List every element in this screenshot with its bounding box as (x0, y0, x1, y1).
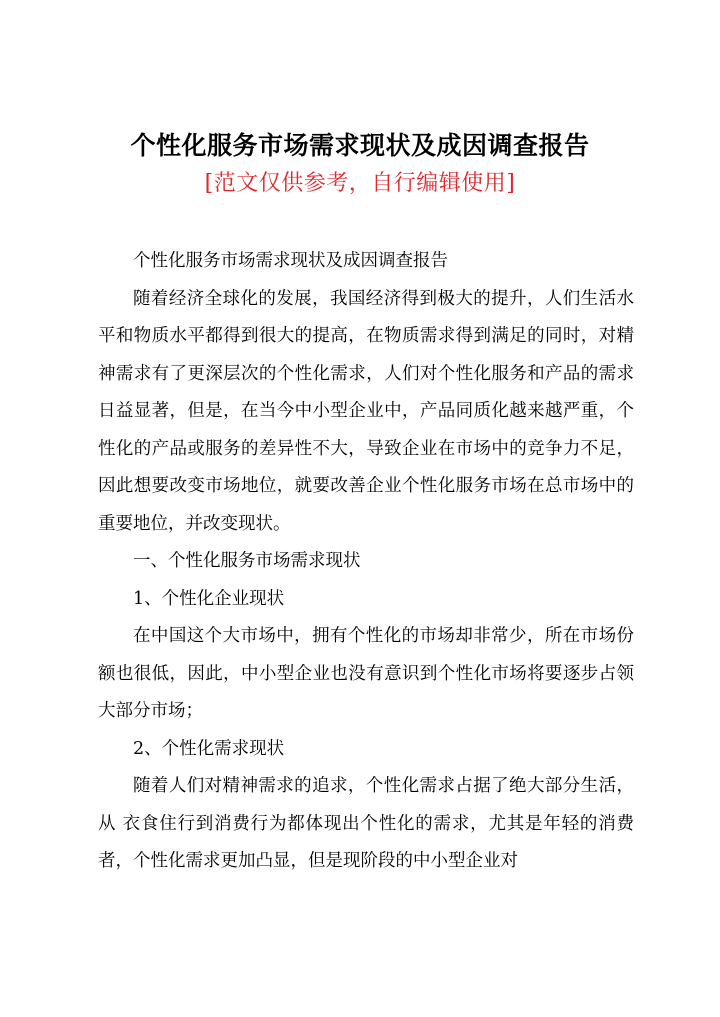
subsection-heading-2: 2、个性化需求现状 (133, 738, 285, 759)
paragraph-enterprise-status: 在中国这个大市场中，拥有个性化的市场却非常少，所在市场份额也很低，因此，中小型企业也没有意识到个性化市场将要逐步占领大部分市场； (98, 626, 634, 721)
document-title: 个性化服务市场需求现状及成因调查报告 (130, 131, 590, 160)
section-heading-1: 一、个性化服务市场需求现状 (133, 551, 361, 571)
paragraph-demand-status: 随着人们对精神需求的追求，个性化需求占据了绝大部分生活，从 衣食住行到消费行为都体现出个性化的需求，尤其是年轻的消费者，个性化需求更加凸显，但是现阶段的中小型企业对 (98, 776, 634, 871)
document-subtitle: [范文仅供参考，自行编辑使用] (204, 171, 516, 196)
paragraph-intro: 随着经济全球化的发展，我国经济得到极大的提升，人们生活水平和物质水平都得到很大的提高，在物质需求得到满足的同时，对精神需求有了更深层次的个性化需求，人们对个性化服务和产品的需求日益显著，但是，在当今中小型企业中，产品同质化越来越严重，个性化的产品或服务的差异性不大，导致企业在市场中的竞争力不足，因此想要改变市场地位，就要改善企业个性化服务市场在总市场中的重要地位，并改变现状。 (98, 288, 634, 534)
paragraph-heading: 个性化服务市场需求现状及成因调查报告 (133, 251, 448, 271)
subsection-heading-1: 1、个性化企业现状 (133, 588, 285, 609)
document-body (98, 243, 634, 881)
